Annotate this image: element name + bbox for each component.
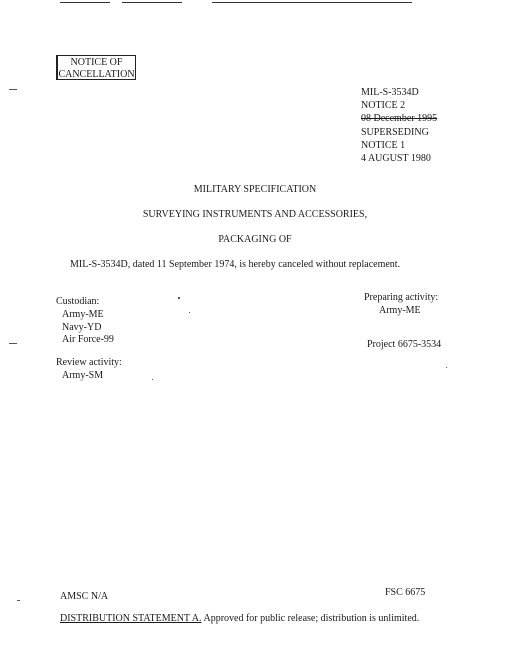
top-rule-left	[60, 2, 110, 3]
custodian-list	[62, 309, 114, 347]
superseding-label: SUPERSEDING	[361, 126, 429, 138]
scan-speck	[189, 312, 190, 313]
custodian-item: Navy-YD	[62, 321, 102, 333]
custodian-label: Custodian:	[56, 296, 100, 307]
project-number: Project 6675-3534	[367, 339, 442, 350]
spec-title-line-2: PACKAGING OF	[218, 234, 292, 245]
scan-mark	[9, 89, 17, 90]
distribution-statement-text: Approved for public release; distribution is unlimited.	[203, 613, 420, 624]
notice-of-cancellation-box	[56, 55, 136, 80]
distribution-statement	[60, 613, 419, 624]
document-identifier-block	[361, 86, 437, 165]
preparing-activity-label: Preparing activity:	[364, 292, 439, 303]
cancellation-statement: MIL-S-3534D, dated 11 September 1974, is hereby canceled without replacement.	[70, 259, 401, 270]
custodian-item: Army-ME	[62, 309, 104, 320]
notice-box-line-1: NOTICE OF	[70, 57, 123, 68]
spec-title-line-1: SURVEYING INSTRUMENTS AND ACCESSORIES,	[142, 209, 368, 220]
scan-speck	[178, 297, 180, 299]
review-activity-label: Review activity:	[56, 357, 122, 368]
fsc-code: FSC 6675	[385, 587, 426, 598]
prior-notice-date: 4 AUGUST 1980	[361, 153, 431, 165]
spec-type-heading: MILITARY SPECIFICATION	[193, 184, 317, 195]
scan-speck	[17, 600, 20, 601]
top-rule-right	[212, 2, 412, 3]
amsc-code: AMSC N/A	[60, 591, 109, 602]
review-activity-value: Army-SM	[62, 370, 104, 381]
document-number: MIL-S-3534D	[361, 87, 419, 98]
preparing-activity-value: Army-ME	[379, 305, 421, 316]
distribution-statement-label: DISTRIBUTION STATEMENT A.	[60, 613, 202, 624]
scan-speck	[446, 367, 447, 368]
custodian-item: Air Force-99	[62, 334, 114, 345]
scan-speck	[152, 379, 153, 380]
scan-mark	[9, 343, 17, 344]
top-rule-middle	[122, 2, 182, 3]
notice-number: NOTICE 2	[361, 100, 406, 112]
prior-notice-number: NOTICE 1	[361, 139, 406, 151]
notice-box-line-2: CANCELLATION	[58, 69, 135, 80]
notice-date: 08 December 1995	[361, 113, 438, 125]
